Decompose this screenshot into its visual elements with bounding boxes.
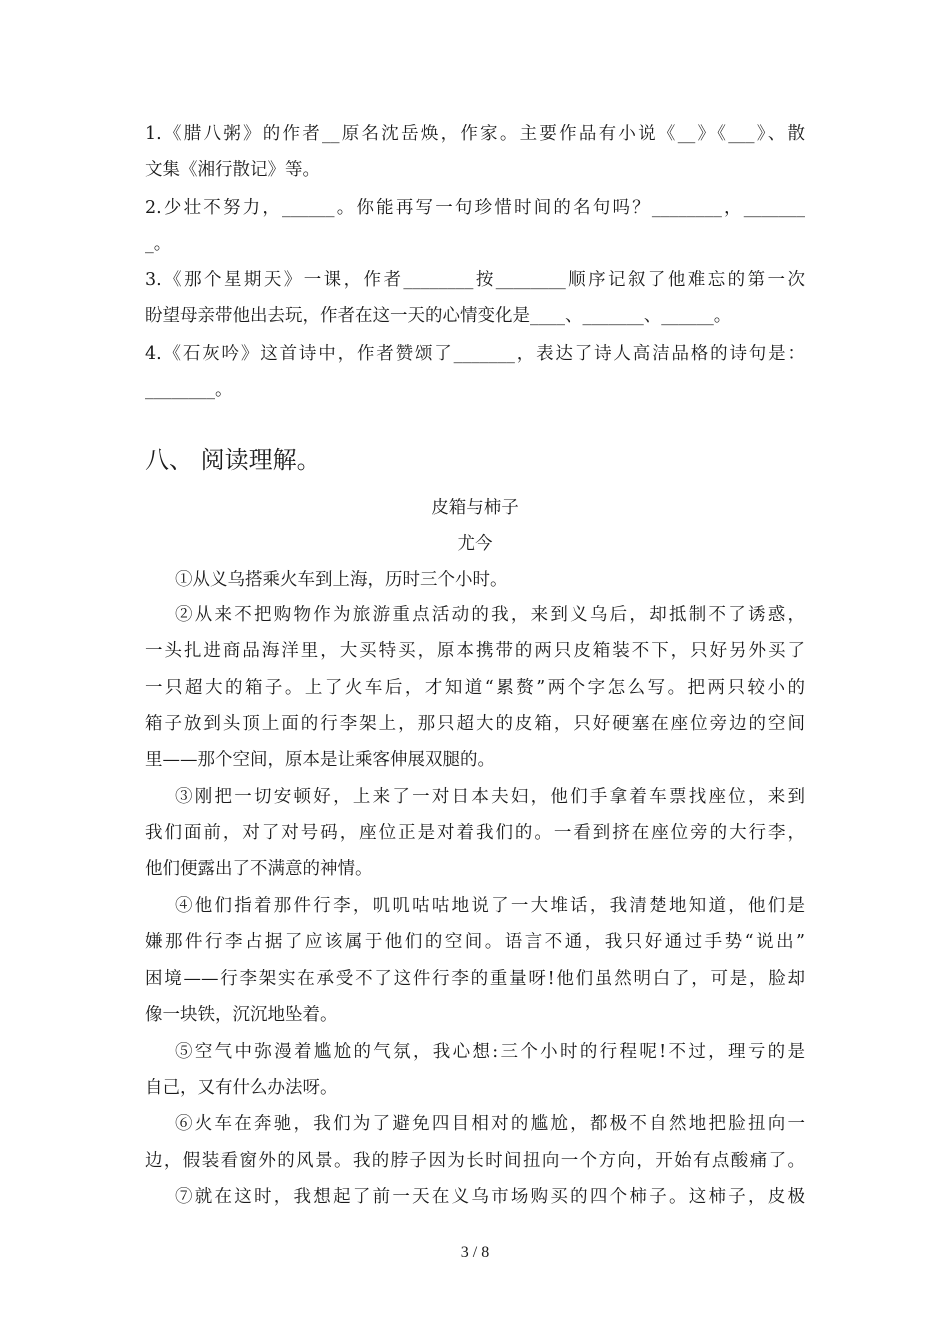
article-line: ⑦就在这时，我想起了前一天在义乌市场购买的四个柿子。这柿子，皮极 [175,1187,805,1207]
article-line: 里——那个空间，原本是让乘客伸展双腿的。 [145,750,495,770]
article-line: 困境——行李架实在承受不了这件行李的重量呀!他们虽然明白了，可是，脸却 [145,969,805,989]
question-1-line-2: 文集《湘行散记》等。 [145,160,320,180]
article-line: 箱子放到头顶上面的行李架上，那只超大的皮箱，只好硬塞在座位旁边的空间 [145,714,805,734]
article-line: 我们面前，对了对号码，座位正是对着我们的。一看到挤在座位旁的大行李， [145,823,805,843]
article-author: 尤今 [457,534,493,554]
article-line: ①从义乌搭乘火车到上海，历时三个小时。 [175,570,508,590]
article-line: 他们便露出了不满意的神情。 [145,859,373,879]
question-2-line-1: 2.少壮不努力，______。你能再写一句珍惜时间的名句吗？________，_______ [145,198,805,218]
page-number: 3 / 8 [460,1244,490,1261]
question-2-line-2: _。 [145,234,172,254]
article-title: 皮箱与柿子 [431,498,519,518]
question-4-line-2: ________。 [145,380,233,400]
article-line: ⑥火车在奔驰，我们为了避免四目相对的尴尬，都极不自然地把脸扭向一 [175,1114,805,1134]
article-line: ④他们指着那件行李，叽叽咕咕地说了一大堆话，我清楚地知道，他们是 [175,896,805,916]
question-3-line-1: 3.《那个星期天》一课，作者________按________顺序记叙了他难忘的第一次 [145,270,805,290]
article-line: 一头扎进商品海洋里，大买特买，原本携带的两只皮箱装不下，只好另外买了 [145,641,805,661]
article-line: 像一块铁，沉沉地坠着。 [145,1005,338,1025]
section-heading: 八、 阅读理解。 [145,446,321,474]
article-line: 嫌那件行李占据了应该属于他们的空间。语言不通，我只好通过手势“说出” [145,932,805,952]
article-line: ②从来不把购物作为旅游重点活动的我，来到义乌后，却抵制不了诱惑， [175,605,805,625]
article-line: ⑤空气中弥漫着尴尬的气氛，我心想:三个小时的行程呢!不过，理亏的是 [175,1042,805,1062]
question-1-line-1: 1.《腊八粥》的作者__原名沈岳焕，作家。主要作品有小说《__》《___》、散 [145,124,805,144]
question-4-line-1: 4.《石灰吟》这首诗中，作者赞颂了_______，表达了诗人高洁品格的诗句是： [145,344,805,364]
article-line: 一只超大的箱子。上了火车后，才知道“累赘”两个字怎么写。把两只较小的 [145,678,805,698]
article-line: 自己，又有什么办法呀。 [145,1078,338,1098]
article-line: 边，假装看窗外的风景。我的脖子因为长时间扭向一个方向，开始有点酸痛了。 [145,1151,805,1171]
question-3-line-2: 盼望母亲带他出去玩，作者在这一天的心情变化是____、_______、______。 [145,306,732,326]
article-line: ③刚把一切安顿好，上来了一对日本夫妇，他们手拿着车票找座位，来到 [175,787,805,807]
